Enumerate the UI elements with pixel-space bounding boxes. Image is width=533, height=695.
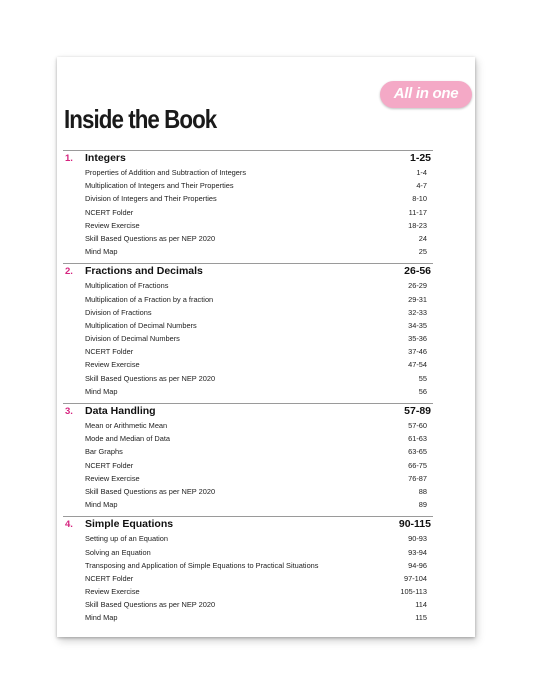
- topic-row: [63, 246, 433, 259]
- chapter-section: [63, 403, 433, 516]
- chapter-title: Fractions and Decimals: [85, 265, 203, 278]
- topic-page-range: 26-29: [408, 281, 427, 291]
- topic-page-range: 25: [418, 247, 427, 257]
- topic-row: [63, 420, 433, 433]
- topic-row: [63, 220, 433, 233]
- topic-row: [63, 333, 433, 346]
- topic-page-range: 56: [418, 386, 427, 396]
- topic-page-range: 57-60: [408, 421, 427, 430]
- topic-page-range: 93-94: [408, 547, 427, 557]
- topic-row: [63, 486, 433, 499]
- topic-page-range: 66-75: [408, 460, 427, 470]
- chapter-heading: [63, 403, 433, 420]
- table-of-contents: [63, 150, 433, 630]
- topic-row: [63, 386, 433, 399]
- topic-page-range: 24: [418, 233, 427, 243]
- chapter-section: [63, 263, 433, 403]
- topic-label: NCERT Folder: [85, 347, 134, 357]
- topic-label: Division of Fractions: [85, 307, 152, 317]
- topic-row: [63, 307, 433, 320]
- topic-label: Review Exercise: [85, 360, 140, 370]
- topic-label: Skill Based Questions as per NEP 2020: [85, 373, 216, 383]
- chapter-number: 4.: [65, 519, 73, 531]
- topic-label: Multiplication of Decimal Numbers: [85, 320, 197, 330]
- brand-logo: All in one: [380, 81, 472, 108]
- topic-label: Solving an Equation: [85, 547, 151, 557]
- topic-label: Bar Graphs: [85, 447, 123, 457]
- topic-row: [63, 560, 433, 573]
- topic-label: Multiplication of Fractions: [85, 281, 169, 291]
- topic-label: Division of Integers and Their Properties: [85, 194, 217, 204]
- topic-row: [63, 612, 433, 625]
- chapter-heading: [63, 516, 433, 533]
- chapter-number: 2.: [65, 266, 73, 278]
- chapter-page-range: 1-25: [409, 152, 431, 164]
- topic-page-range: 37-46: [408, 347, 427, 357]
- topic-row: [63, 473, 433, 486]
- topic-label: Review Exercise: [85, 473, 140, 483]
- topic-page-range: 97-104: [403, 573, 427, 583]
- topic-page-range: 32-33: [408, 307, 427, 317]
- topic-page-range: 29-31: [408, 294, 427, 304]
- chapter-heading: [63, 263, 433, 280]
- topic-label: Setting up of an Equation: [85, 534, 169, 544]
- topic-page-range: 11-17: [408, 207, 427, 217]
- topic-page-range: 94-96: [408, 560, 427, 570]
- page-title: Inside the Book: [64, 104, 217, 134]
- topic-label: Skill Based Questions as per NEP 2020: [85, 486, 216, 496]
- topic-page-range: 4-7: [416, 181, 427, 191]
- topic-label: Mind Map: [85, 500, 118, 510]
- chapter-section: [63, 150, 433, 263]
- topic-row: [63, 233, 433, 246]
- topic-page-range: 8-10: [412, 194, 427, 204]
- topic-label: NCERT Folder: [85, 573, 134, 583]
- topic-row: [63, 207, 433, 220]
- topic-label: Mind Map: [85, 247, 118, 257]
- topic-label: Review Exercise: [85, 220, 140, 230]
- topic-label: Division of Decimal Numbers: [85, 334, 180, 344]
- topic-row: [63, 460, 433, 473]
- topic-label: Mean or Arithmetic Mean: [85, 421, 168, 430]
- topic-page-range: 47-54: [408, 360, 427, 370]
- topic-label: NCERT Folder: [85, 460, 134, 470]
- topic-row: [63, 280, 433, 293]
- topic-row: [63, 167, 433, 180]
- chapter-title: Data Handling: [85, 405, 156, 417]
- topic-row: [63, 346, 433, 359]
- topic-page-range: 89: [418, 500, 427, 510]
- topic-label: Properties of Addition and Subtraction of Integers: [85, 168, 247, 177]
- topic-page-range: 90-93: [408, 534, 427, 544]
- chapter-section: [63, 516, 433, 629]
- topic-label: Transposing and Application of Simple Equations to Practical Situations: [85, 560, 319, 570]
- topic-label: Mind Map: [85, 386, 118, 396]
- topic-label: Review Exercise: [85, 587, 140, 597]
- chapter-number: 3.: [65, 406, 73, 417]
- chapter-page-range: 26-56: [404, 265, 431, 278]
- topic-row: [63, 193, 433, 206]
- topic-row: [63, 373, 433, 386]
- chapter-page-range: 57-89: [404, 405, 431, 417]
- topic-row: [63, 499, 433, 512]
- chapter-title: Integers: [85, 152, 126, 164]
- topic-page-range: 88: [418, 486, 427, 496]
- chapter-heading: [63, 150, 433, 167]
- topic-page-range: 1-4: [416, 168, 427, 177]
- topic-label: Multiplication of Integers and Their Properties: [85, 181, 234, 191]
- topic-label: Skill Based Questions as per NEP 2020: [85, 600, 216, 610]
- topic-row: [63, 547, 433, 560]
- chapter-title: Simple Equations: [85, 518, 174, 531]
- topic-label: Mode and Median of Data: [85, 434, 171, 444]
- topic-page-range: 63-65: [408, 447, 427, 457]
- topic-page-range: 76-87: [408, 473, 427, 483]
- chapter-page-range: 90-115: [398, 518, 431, 531]
- topic-page-range: 61-63: [408, 434, 427, 444]
- topic-page-range: 35-36: [408, 334, 427, 344]
- topic-row: [63, 359, 433, 372]
- topic-row: [63, 294, 433, 307]
- topic-row: [63, 533, 433, 546]
- topic-page-range: 55: [418, 373, 427, 383]
- topic-row: [63, 180, 433, 193]
- topic-label: NCERT Folder: [85, 207, 134, 217]
- topic-label: Skill Based Questions as per NEP 2020: [85, 233, 216, 243]
- topic-row: [63, 320, 433, 333]
- chapter-spacer: [63, 626, 433, 630]
- topic-page-range: 115: [415, 613, 427, 623]
- topic-row: [63, 586, 433, 599]
- topic-page-range: 114: [415, 600, 427, 610]
- topic-label: Multiplication of a Fraction by a fraction: [85, 294, 214, 304]
- topic-row: [63, 433, 433, 446]
- topic-row: [63, 599, 433, 612]
- topic-label: Mind Map: [85, 613, 118, 623]
- topic-row: [63, 573, 433, 586]
- topic-page-range: 105-113: [400, 587, 427, 597]
- topic-row: [63, 446, 433, 459]
- topic-page-range: 34-35: [408, 320, 427, 330]
- chapter-number: 1.: [65, 153, 73, 164]
- topic-page-range: 18-23: [408, 220, 427, 230]
